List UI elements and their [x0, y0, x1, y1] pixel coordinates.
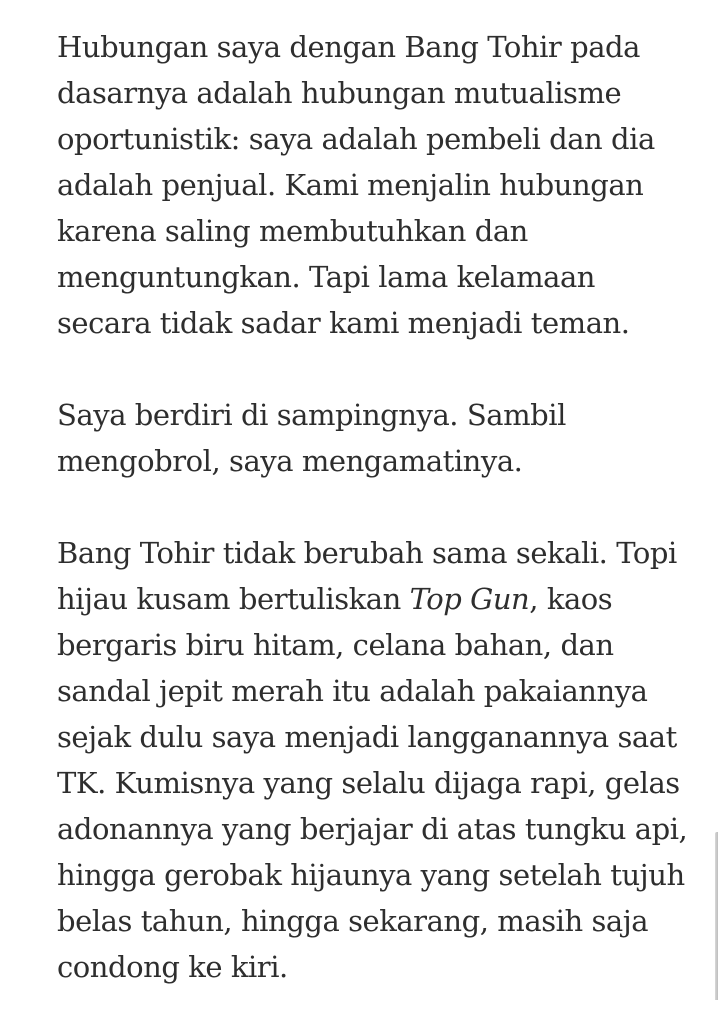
- paragraph: [57, 530, 697, 990]
- text-line: bergaris biru hitam, celana bahan, dan: [57, 628, 614, 662]
- text-line: condong ke kiri.: [57, 950, 288, 984]
- text-line: belas tahun, hingga sekarang, masih saja: [57, 904, 649, 938]
- paragraph: [57, 392, 697, 484]
- text-line: sejak dulu saya menjadi langganannya saat: [57, 720, 677, 754]
- text-line: hingga gerobak hijaunya yang setelah tujuh: [57, 858, 685, 892]
- text-line: karena saling membutuhkan dan: [57, 214, 528, 248]
- text-line: adonannya yang berjajar di atas tungku api,: [57, 812, 688, 846]
- italic-title-top-gun: Top Gun: [409, 582, 530, 616]
- article-body: [57, 24, 697, 1036]
- text-line: Hubungan saya dengan Bang Tohir pada: [57, 30, 641, 64]
- text-line: secara tidak sadar kami menjadi teman.: [57, 306, 630, 340]
- text-line: menguntungkan. Tapi lama kelamaan: [57, 260, 596, 294]
- text-line: Saya berdiri di sampingnya. Sambil: [57, 398, 566, 432]
- text-line: mengobrol, saya mengamatinya.: [57, 444, 523, 478]
- text-line: TK. Kumisnya yang selalu dijaga rapi, gelas: [57, 766, 680, 800]
- scrollbar-thumb[interactable]: [715, 832, 718, 1000]
- text-line: oportunistik: saya adalah pembeli dan dia: [57, 122, 655, 156]
- text-line: dasarnya adalah hubungan mutualisme: [57, 76, 622, 110]
- text-line: sandal jepit merah itu adalah pakaiannya: [57, 674, 648, 708]
- text-line: adalah penjual. Kami menjalin hubungan: [57, 168, 644, 202]
- text-line: hijau kusam bertuliskan Top Gun, kaos: [57, 582, 613, 616]
- paragraph: [57, 24, 697, 346]
- text-line: Bang Tohir tidak berubah sama sekali. Topi: [57, 536, 677, 570]
